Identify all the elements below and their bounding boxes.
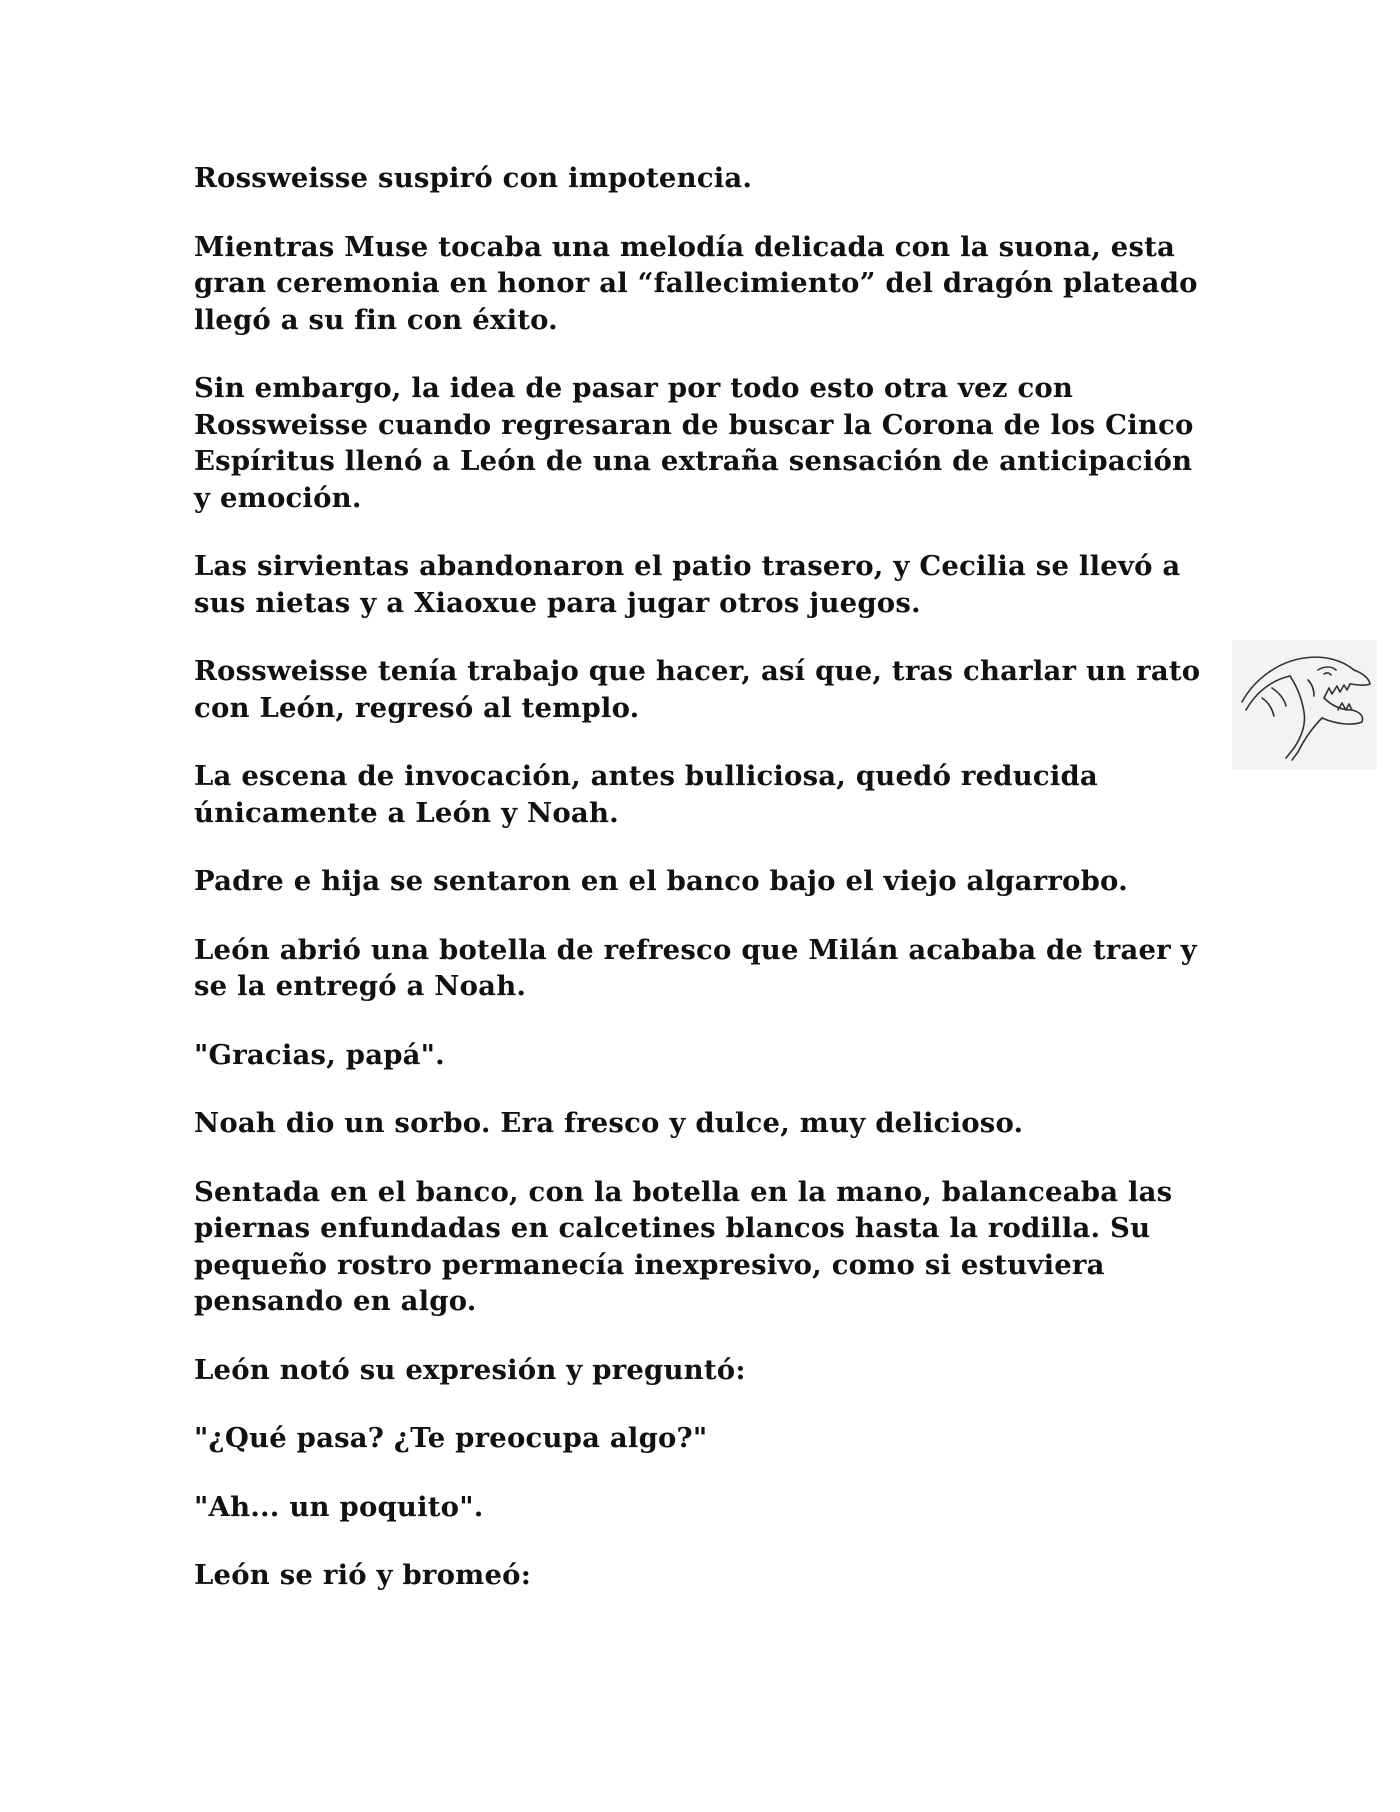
paragraph: "Ah... un poquito". — [194, 1490, 484, 1523]
paragraph: "¿Qué pasa? ¿Te preocupa algo?" — [194, 1422, 708, 1454]
paragraph: La escena de invocación, antes bulliciosa, quedó reducida únicamente a León y Noah. — [194, 760, 1098, 829]
dinosaur-head-sketch-icon — [1232, 640, 1377, 770]
paragraph: Sin embargo, la idea de pasar por todo esto otra vez con Rossweisse cuando regresaran de buscar la Corona de los Cinco Espíritus llenó a León de una extraña sensación de anticipación y emoción. — [194, 372, 1194, 514]
paragraph: León abrió una botella de refresco que Milán acababa de traer y se la entregó a Noah. — [194, 933, 1197, 1002]
paragraph: Sentada en el banco, con la botella en la mano, balanceaba las piernas enfundadas en calcetines blancos hasta la rodilla. Su pequeño rostro permanecía inexpresivo, como si estuviera pensando en algo. — [194, 1175, 1173, 1317]
paragraph: Mientras Muse tocaba una melodía delicada con la suona, esta gran ceremonia en honor al “fallecimiento” del dragón plateado llegó a su fin con éxito. — [194, 230, 1198, 336]
paragraph: Padre e hija se sentaron en el banco bajo el viejo algarrobo. — [194, 865, 1128, 897]
paragraph: "Gracias, papá". — [194, 1038, 445, 1071]
paragraph: Las sirvientas abandonaron el patio trasero, y Cecilia se llevó a sus nietas y a Xiaoxue para jugar otros juegos. — [194, 550, 1181, 619]
paragraph: Rossweisse tenía trabajo que hacer, así que, tras charlar un rato con León, regresó al templo. — [194, 655, 1201, 724]
paragraph: León notó su expresión y preguntó: — [194, 1353, 746, 1386]
paragraph: Rossweisse suspiró con impotencia. — [194, 162, 753, 194]
text-body — [194, 160, 1204, 1626]
paragraph: León se rió y bromeó: — [194, 1559, 532, 1591]
paragraph: Noah dio un sorbo. Era fresco y dulce, muy delicioso. — [194, 1107, 1024, 1139]
